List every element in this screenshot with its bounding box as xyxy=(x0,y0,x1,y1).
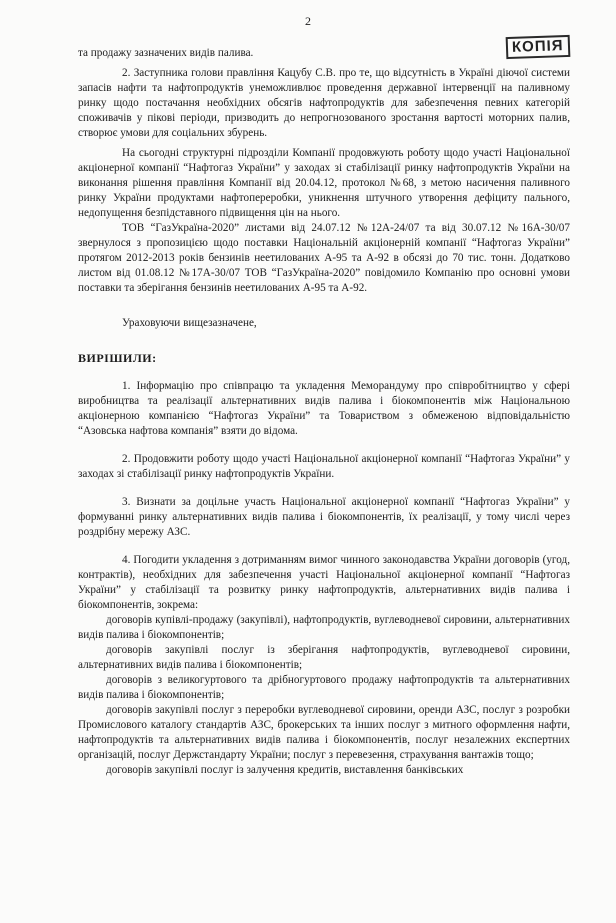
paragraph-item-2: 2. Заступника голови правління Кацубу С.В. про те, що відсутність в Україні діючої системи запасів нафти та нафтопродуктів унеможливлює проведення державної інтервенції на паливному ринку щодо постачання необхідних обсягів нафтопродуктів для забезпечення певних категорій споживачів у пікові періоди, призводить до непрогнозованого зростання вартості моторних палив, створює умови для соціальних збурень. xyxy=(78,67,570,139)
decision-item-4-subitem: договорів закупівлі послуг із залучення кредитів, виставлення банківських xyxy=(106,764,464,776)
document-body xyxy=(78,46,570,778)
decision-item-4: 4. Погодити укладення з дотриманням вимог чинного законодавства України договорів (угод, контрактів), необхідних для забезпечення участі Національної акціонерної компанії “Нафтогаз України” у стабілізації та розвитку ринку нафтопродуктів, альтернативних видів палива і біокомпонентів, зокрема: xyxy=(78,554,570,611)
decision-heading: ВИРІШИЛИ: xyxy=(78,351,157,365)
decision-item-4-subitem: договорів закупівлі послуг з переробки вуглеводневої сировини, оренди АЗС, послуг з розробки Промислового каталогу стандартів АЗС, брокерських та інших послуг з митного оформлення нафти, нафтопродуктів та альтернативних видів палива і біокомпонентів, послуг незалежних експертних організацій, послуг Держстандарту України; послуг з перевезення, страхування вантажів тощо; xyxy=(78,704,570,761)
decision-item-2: 2. Продовжити роботу щодо участі Національної акціонерної компанії “Нафтогаз України” у заходах зі стабілізації ринку нафтопродуктів України. xyxy=(78,453,570,480)
decision-item-4-subitem: договорів закупівлі послуг із зберігання нафтопродуктів, вуглеводневої сировини, альтернативних видів палива і біокомпонентів; xyxy=(78,644,570,671)
decision-item-3: 3. Визнати за доцільне участь Національної акціонерної компанії “Нафтогаз України” у формуванні ринку альтернативних видів палива і біокомпонентів, їх реалізації, у тому числі через роздрібну мережу АЗС. xyxy=(78,496,570,538)
copy-stamp: КОПІЯ xyxy=(506,35,570,59)
paragraph-structural-units: На сьогодні структурні підрозділи Компанії продовжують роботу щодо участі Національної акціонерної компанії “Нафтогаз України” у заходах зі стабілізації ринку нафтопродуктів України на виконання рішення правління Компанії від 20.04.12, протокол №68, з метою насичення паливного ринку України продуктами нафтопереробки, уникнення штучного утворення дефіциту пального, недопущення безпідставного підвищення цін на нього. xyxy=(78,147,570,219)
decision-item-4-subitem: договорів з великогуртового та дрібногуртового продажу нафтопродуктів та альтернативних видів палива і біокомпонентів; xyxy=(78,674,570,701)
decision-item-1: 1. Інформацію про співпрацю та укладення Меморандуму про співробітництво у сфері виробництва та реалізації альтернативних видів палива і біокомпонентів між Національною акціонерною компанією “Нафтогаз України” та Товариством з обмеженою відповідальністю “Азовська нафтова компанія” взяти до відома. xyxy=(78,380,570,437)
paragraph-continuation: та продажу зазначених видів палива. xyxy=(78,47,254,59)
paragraph-gazukraina: ТОВ “ГазУкраїна-2020” листами від 24.07.12 №12А-24/07 та від 30.07.12 №16А-30/07 звернулося з пропозицією щодо поставки Національній акціонерній компанії “Нафтогаз України” протягом 2012-2013 років бензинів неетилованих А-95 та А-92 в обсязі до 70 тис. тонн. Додатково листом від 01.08.12 №17А-30/07 ТОВ “ГазУкраїна-2020” повідомило Компанію про основні умови поставки та зберігання бензинів неетилованих А-95 та А-92. xyxy=(78,222,570,294)
decision-item-4-subitem: договорів купівлі-продажу (закупівлі), нафтопродуктів, вуглеводневої сировини, альтернативних видів палива і біокомпонентів; xyxy=(78,614,570,641)
paragraph-considering: Ураховуючи вищезазначене, xyxy=(122,317,257,329)
page-number: 2 xyxy=(305,14,311,28)
